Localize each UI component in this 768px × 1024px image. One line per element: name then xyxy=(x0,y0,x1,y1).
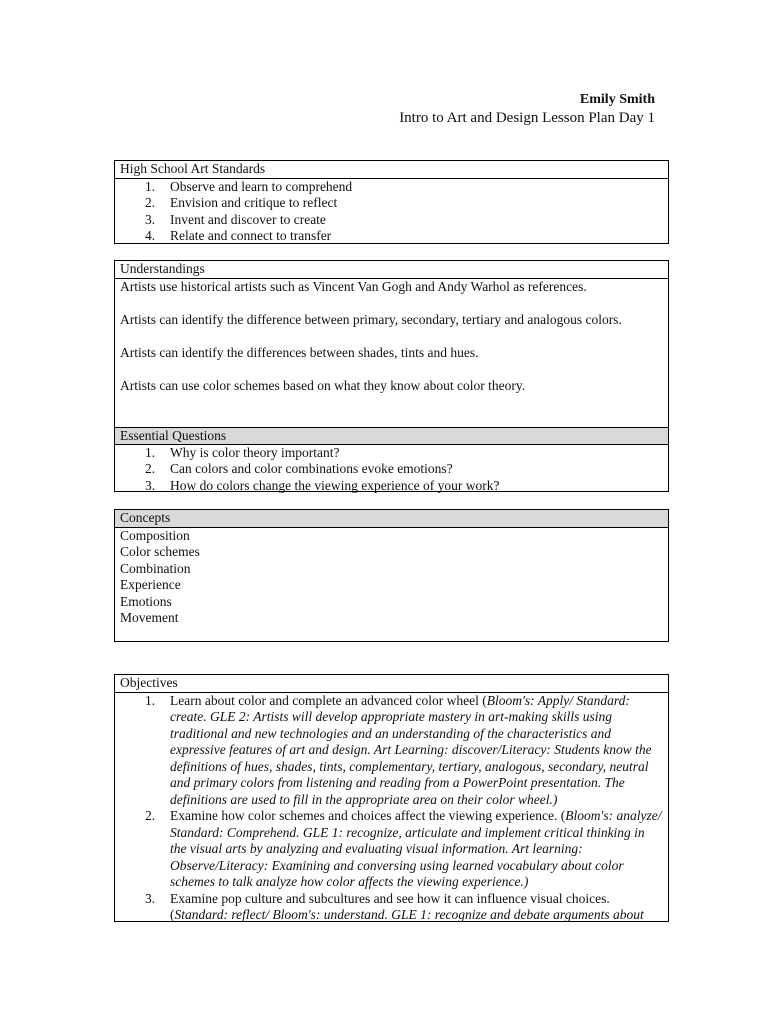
standards-list xyxy=(115,179,668,245)
list-item: 3. Invent and discover to create xyxy=(145,211,326,227)
list-item: 4. Relate and connect to transfer xyxy=(145,228,332,243)
list-item: 3. How do colors change the viewing experience of your work? xyxy=(145,477,500,493)
concepts-box xyxy=(114,509,669,642)
objective-detail: Bloom's: analyze/ Standard: Comprehend. GLE 1: recognize, articulate and implement critical thinking in the visual arts by analyzing and evaluating visual information. Art learning: Observe/Literacy: Examining and conversing using learned vocabulary about color schemes to talk analyze how color affects the viewing experience.) xyxy=(170,808,662,889)
list-item: 1. Learn about color and complete an advanced color wheel (Bloom's: Apply/ Standard: create. GLE 2: Artists will develop appropriate mastery in art-making skills using traditional and new technologies and an understanding of the characteristics and expressive features of art and design. Art Learning: discover/Literacy: Students know the definitions of hues, shades, tints, complementary, tertiary, analogous, secondary, neutral and primary colors from listening and reading from a PowerPoint presentation. The definitions are used to fill in the appropriate area on their color wheel.) xyxy=(145,692,652,807)
list-item: Movement xyxy=(120,610,179,625)
list-item: Experience xyxy=(120,577,181,592)
understandings-body xyxy=(115,279,668,427)
standards-box xyxy=(114,160,669,244)
objectives-list xyxy=(115,693,668,923)
list-item: 1. Why is color theory important? xyxy=(145,444,340,460)
essential-questions-heading: Essential Questions xyxy=(115,427,668,445)
list-item: 2. Can colors and color combinations evoke emotions? xyxy=(145,461,453,476)
understanding-paragraph: Artists can identify the differences between shades, tints and hues. xyxy=(120,344,479,360)
objective-detail: Bloom's: Apply/ Standard: create. GLE 2: Artists will develop appropriate mastery in art-making skills using traditional and new technologies and an understanding of the characteristics and expressive features of art and design. Art Learning: discover/Literacy: Students know the definitions of hues, shades, tints, complementary, tertiary, analogous, secondary, neutral and primary colors from listening and reading from a PowerPoint presentation. The definitions are used to fill in the appropriate area on their color wheel.) xyxy=(170,692,652,807)
list-item: Composition xyxy=(120,527,190,543)
objective-detail: Standard: reflect/ Bloom's: understand. GLE 1: recognize and debate arguments about xyxy=(174,907,644,922)
understanding-paragraph: Artists can identify the difference between primary, secondary, tertiary and analogous colors. xyxy=(120,311,622,327)
lesson-title: Intro to Art and Design Lesson Plan Day 1 xyxy=(399,110,655,126)
essential-questions-list xyxy=(115,445,668,495)
objective-text: Examine how color schemes and choices affect the viewing experience. ( xyxy=(170,808,566,823)
understandings-heading: Understandings xyxy=(115,261,668,279)
understandings-box xyxy=(114,260,669,492)
concepts-list xyxy=(115,528,668,627)
objectives-box xyxy=(114,674,669,922)
understanding-paragraph: Artists can use color schemes based on what they know about color theory. xyxy=(120,377,526,393)
list-item: 1. Observe and learn to comprehend xyxy=(145,178,353,194)
standards-heading: High School Art Standards xyxy=(115,161,668,179)
list-item: Emotions xyxy=(120,593,172,609)
list-item: Color schemes xyxy=(120,544,200,559)
author-name: Emily Smith xyxy=(579,92,655,107)
objective-text: Learn about color and complete an advanced color wheel ( xyxy=(170,692,487,708)
list-item: 3. Examine pop culture and subcultures and see how it can influence visual choices. (Standard: reflect/ Bloom's: understand. GLE 1: recognize and debate arguments about xyxy=(145,890,644,922)
objectives-heading: Objectives xyxy=(115,675,668,693)
concepts-heading: Concepts xyxy=(115,510,668,528)
understanding-paragraph: Artists use historical artists such as Vincent Van Gogh and Andy Warhol as references. xyxy=(120,278,587,294)
objective-text: Examine pop culture and subcultures and see how it can influence visual choices. ( xyxy=(170,890,610,922)
list-item: Combination xyxy=(120,560,191,576)
list-item: 2. Examine how color schemes and choices affect the viewing experience. (Bloom's: analyze/ Standard: Comprehend. GLE 1: recognize, articulate and implement critical thinking in the visual arts by analyzing and evaluating visual information. Art learning: Observe/Literacy: Examining and conversing using learned vocabulary about color schemes to talk analyze how color affects the viewing experience.) xyxy=(145,808,662,889)
list-item: 2. Envision and critique to reflect xyxy=(145,195,338,210)
